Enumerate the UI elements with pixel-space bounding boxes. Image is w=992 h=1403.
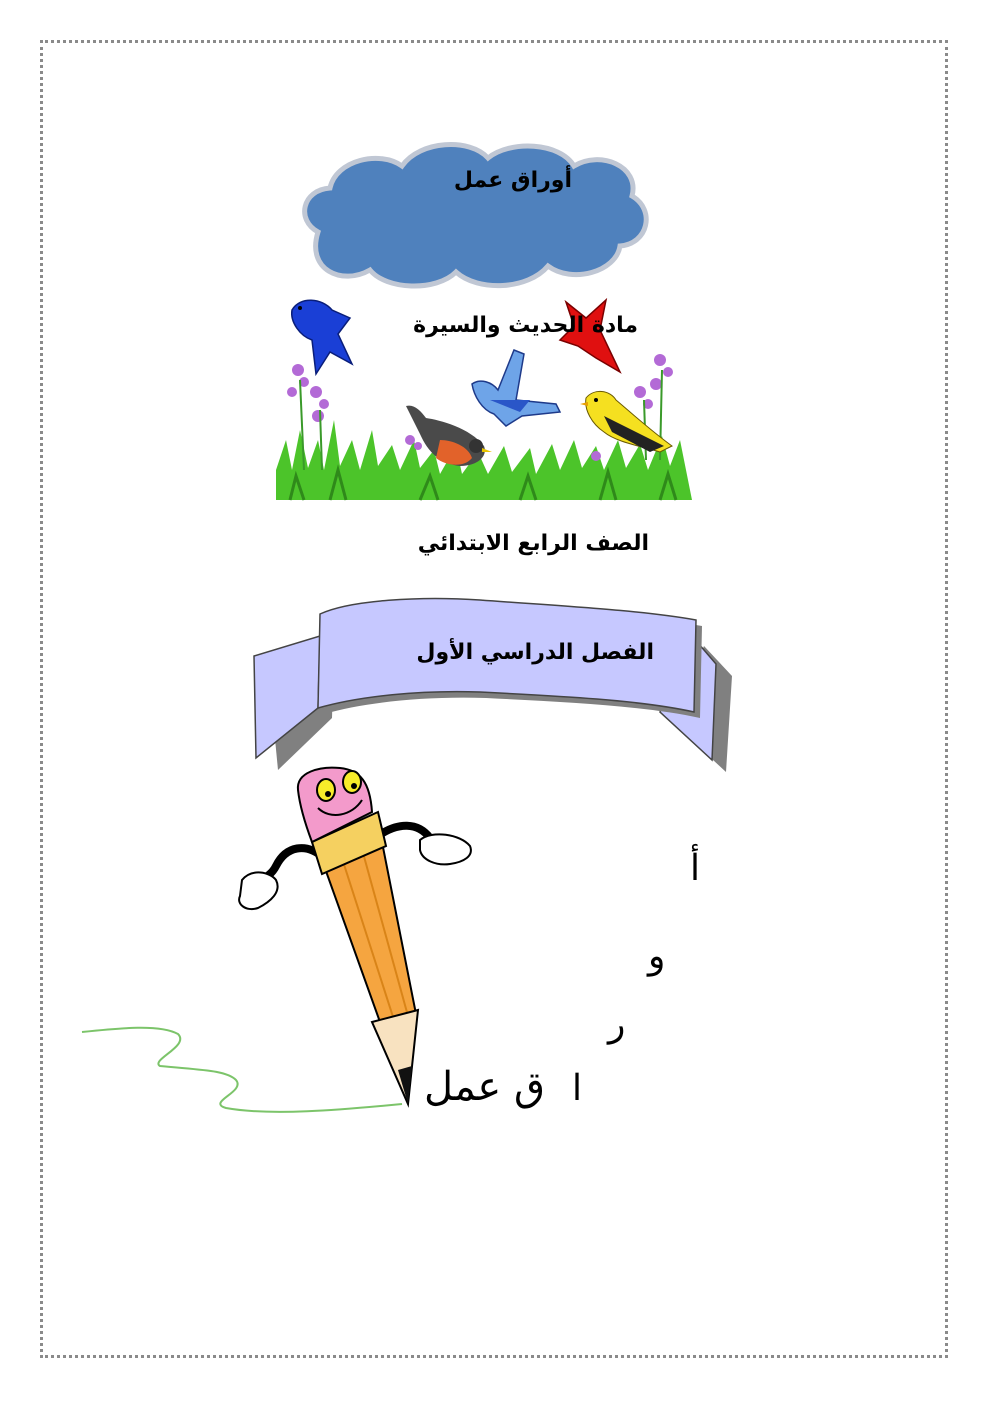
subject-title: مادة الحديث والسيرة	[413, 313, 638, 338]
cloud-title: أوراق عمل	[453, 168, 572, 193]
pencil-letter-alef: أ	[690, 848, 701, 889]
pencil-word: ق عمل	[424, 1064, 546, 1110]
grade-label: الصف الرابع الابتدائي	[417, 531, 649, 556]
pencil-letter-waw: و	[648, 936, 666, 977]
ribbon-banner	[254, 599, 732, 772]
pencil-character-clipart	[239, 768, 471, 1104]
pencil-letter-ra: ر	[608, 1004, 626, 1045]
cloud-shape	[305, 145, 647, 286]
squiggle-line	[82, 1028, 402, 1112]
pencil-letter-alef-2: ا	[572, 1068, 583, 1109]
semester-label: الفصل الدراسي الأول	[416, 640, 654, 665]
